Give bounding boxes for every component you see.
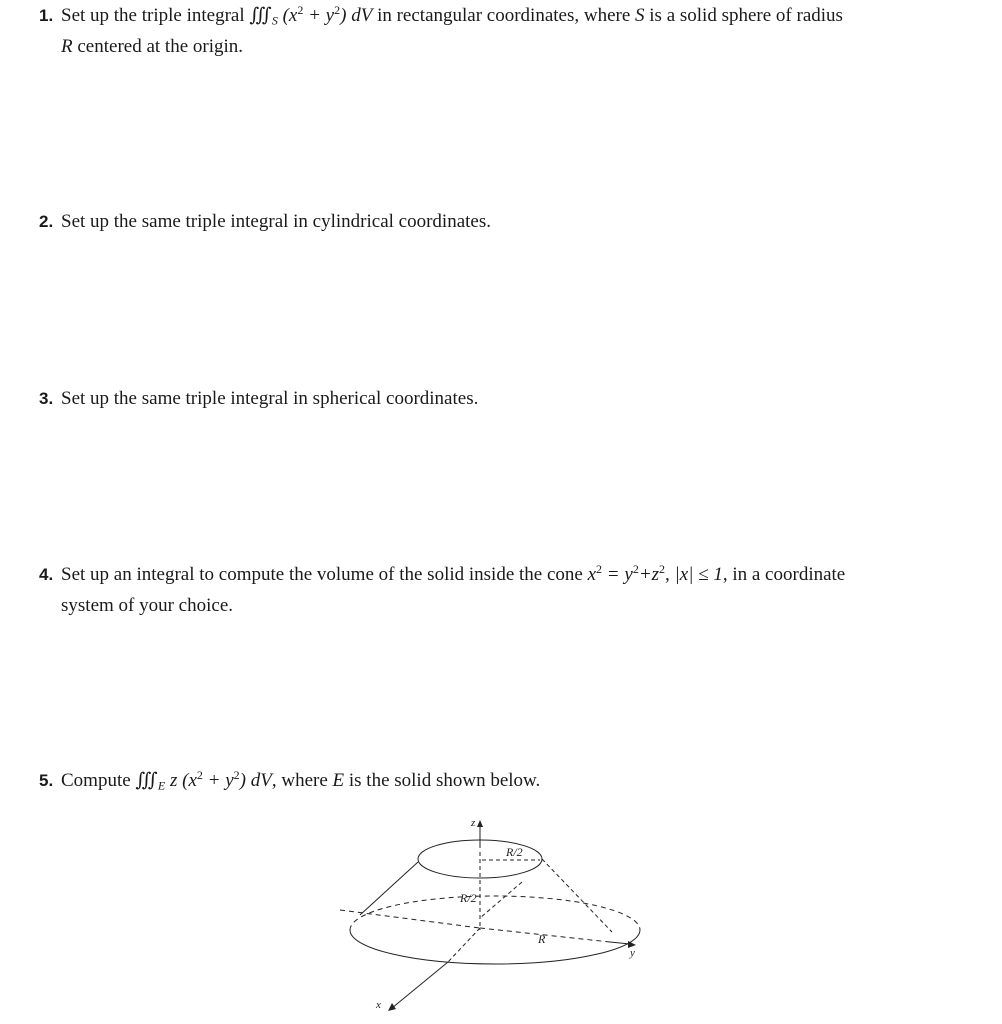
bottom-ellipse-front [350, 930, 640, 964]
problem-3-number: 3. [39, 389, 54, 408]
integrand-plus-5: + y [202, 770, 234, 791]
problem-3-text: Set up the same triple integral in spherical coordinates. [61, 388, 479, 409]
x-axis-solid [392, 962, 448, 1008]
y-axis-left [340, 910, 480, 928]
cone-eq-x: x [587, 564, 597, 585]
problem-4-text-a: Set up an integral to compute the volume of the solid inside the cone [61, 564, 588, 585]
cone-exp-1: 2 [596, 561, 603, 576]
var-s: S [635, 5, 645, 26]
problem-2 [39, 206, 969, 237]
problem-1-text-a: Set up the triple integral [61, 5, 250, 26]
problem-1-integral [249, 2, 373, 28]
cone-eq-y: = y [602, 564, 633, 585]
z-axis-label: z [471, 817, 476, 829]
truncated-cone-figure [330, 810, 660, 1020]
integral-symbol: ∭ [249, 5, 272, 26]
problem-5 [39, 765, 969, 796]
problem-5-integral [135, 767, 272, 793]
problem-5-text-a: Compute [61, 770, 136, 791]
y-axis-label: y [630, 947, 635, 959]
y-axis-solid [610, 942, 630, 944]
problem-1-text-b: in rectangular coordinates, where [372, 5, 636, 26]
problem-2-number: 2. [39, 212, 54, 231]
problem-4-text-b: , in a coordinate [722, 564, 846, 585]
z-axis-arrow [477, 820, 483, 827]
back-slant-line [480, 882, 522, 918]
x-axis-dashed [448, 928, 480, 962]
var-e: E [332, 770, 345, 791]
integrand-close-5: ) dV [239, 770, 272, 791]
problem-1 [39, 0, 969, 62]
integrand-close: ) dV [340, 5, 373, 26]
exp-2: 2 [334, 2, 341, 17]
exp-5-1: 2 [196, 767, 203, 782]
bottom-radius-label: R [538, 932, 546, 946]
problem-1-number: 1. [39, 6, 54, 25]
integral-region-sub: S [271, 13, 278, 28]
problem-5-number: 5. [39, 771, 54, 790]
integrand-open: (x [282, 5, 298, 26]
cone-exp-3: 2 [659, 561, 666, 576]
x-axis-arrow [388, 1003, 396, 1011]
problem-5-text-b: , where [271, 770, 333, 791]
problem-3 [39, 383, 969, 414]
var-r: R [61, 36, 73, 57]
problem-1-line-2-text: centered at the origin. [72, 36, 244, 57]
problem-4-line-2: system of your choice. [61, 595, 234, 616]
integrand-open-5: z (x [165, 770, 197, 791]
cone-side-right [542, 859, 612, 932]
top-radius-label: R/2 [506, 845, 523, 859]
bottom-ellipse-back [350, 896, 640, 930]
problem-5-text-c: is the solid shown below. [344, 770, 541, 791]
x-axis-label: x [376, 999, 381, 1011]
problem-2-text: Set up the same triple integral in cylindrical coordinates. [61, 211, 492, 232]
cone-eq-bound: , |x| ≤ 1 [665, 564, 723, 585]
cone-exp-2: 2 [632, 561, 639, 576]
problem-4-number: 4. [39, 565, 54, 584]
problem-4 [39, 559, 969, 621]
cone-eq-z: +z [638, 564, 660, 585]
exp-1: 2 [297, 2, 304, 17]
cone-equation [587, 561, 723, 585]
integral-region-sub-5: E [157, 778, 166, 793]
integrand-plus: + y [303, 5, 335, 26]
problem-1-line-2 [39, 31, 969, 62]
problem-1-text-c: is a solid sphere of radius [644, 5, 843, 26]
exp-5-2: 2 [233, 767, 240, 782]
height-label: R/2 [460, 891, 477, 905]
integral-symbol-5: ∭ [135, 770, 158, 791]
